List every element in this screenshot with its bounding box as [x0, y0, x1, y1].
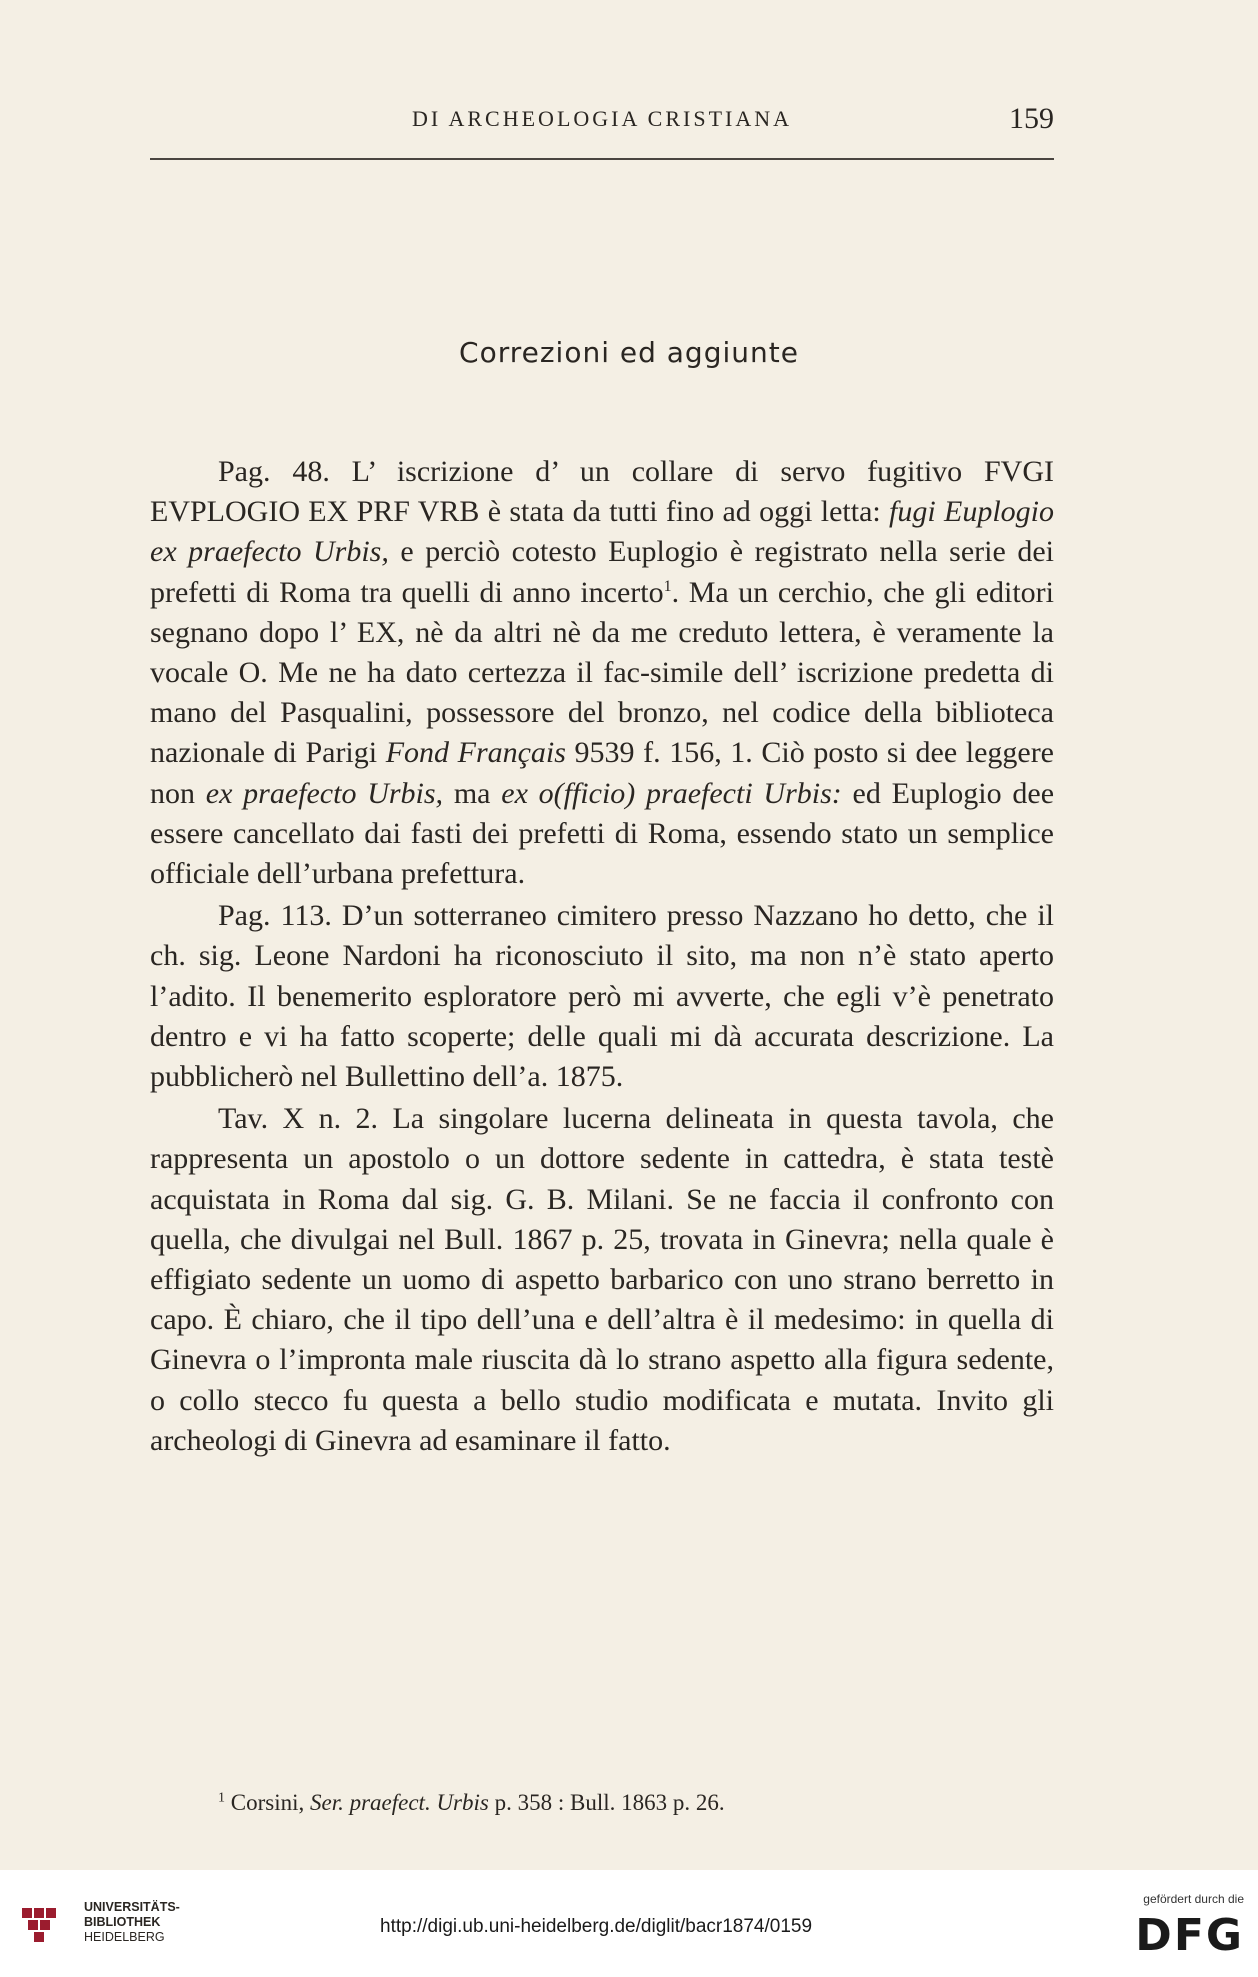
text-run: ed Euplogio dee essere cancellato dai fasti dei prefetti di Roma, essendo stato un semplice officiale dell’urbana prefettura.	[150, 776, 1055, 891]
funded-by-label: gefördert durch die	[1143, 1892, 1244, 1906]
text-run: ma	[443, 776, 502, 810]
running-header	[150, 102, 1054, 142]
footnote-mark: 1	[218, 1790, 225, 1806]
dfg-logo[interactable]: DFG	[1135, 1910, 1244, 1961]
italic-run: fugi Euplogio ex praefecto Urbis,	[150, 495, 1054, 569]
paragraph-1	[150, 452, 1054, 894]
section-title: Correzioni ed aggiunte	[459, 336, 799, 369]
text-run: e perciò cotesto Euplogio è registrato nella serie dei prefetti di Roma tra quelli di anno incerto	[150, 535, 1054, 609]
body-text	[150, 452, 1054, 1461]
university-library-logo-icon[interactable]	[16, 1900, 76, 1950]
paragraph-2: Pag. 113. D’un sotterraneo cimitero presso Nazzano ho detto, che il ch. sig. Leone Nardoni ha riconosciuto il sito, ma non n’è stato aperto l’adito. Il benemerito esploratore però mi avverte, che egli v’è penetrato dentro e vi ha fatto scoperte; delle quali mi dà accurata descrizione. La pubblicherò nel Bullettino dell’a. 1875.	[150, 899, 1054, 1094]
footnote-mark: 1	[663, 577, 672, 595]
library-name-line: HEIDELBERG	[84, 1930, 165, 1944]
page-number: 159	[1009, 102, 1054, 135]
paragraph-3: Tav. X n. 2. La singolare lucerna delineata in questa tavola, che rappresenta un apostolo o un dottore sedente in cattedra, è stata testè acquistata in Roma dal sig. G. B. Milani. Se ne faccia il confronto con quella, che divulgai nel Bull. 1867 p. 25, trovata in Ginevra; nella quale è effigiato sedente un uomo di aspetto barbarico con uno strano berretto in capo. È chiaro, che il tipo dell’una e dell’altra è il medesimo: in quella di Ginevra o l’impronta male riuscita dà lo strano aspetto alla figura sedente, o collo stecco fu questa a bello studio modificata e mutata. Invito gli archeologi di Ginevra ad esaminare il fatto.	[150, 1102, 1054, 1457]
library-name	[84, 1900, 180, 1945]
italic-run: Fond Français	[385, 736, 566, 770]
italic-run: ex praefecto Urbis,	[205, 776, 444, 810]
footnote	[218, 1790, 1058, 1816]
italic-run: Ser. praefect. Urbis	[309, 1790, 489, 1815]
digitization-footer	[0, 1870, 1258, 1977]
source-url-link[interactable]: http://digi.ub.uni-heidelberg.de/diglit/bacr1874/0159	[380, 1916, 813, 1937]
text-run: Corsini,	[225, 1790, 310, 1815]
text-run: p. 358 : Bull. 1863 p. 26.	[488, 1790, 725, 1815]
text-run: 9539 f. 156, 1. Ciò posto si dee leggere non	[150, 736, 1054, 810]
library-name-line: UNIVERSITÄTS-	[84, 1900, 180, 1914]
text-run: . Ma un cerchio, che gli editori segnano dopo l’ EX, nè da altri nè da me creduto lettera, è veramente la vocale O. Me ne ha dato certezza il fac-simile dell’ iscrizione predetta di mano del Pasqualini, possessore del bronzo, nel codice della biblioteca nazionale di Parigi	[150, 575, 1055, 770]
library-name-line: BIBLIOTHEK	[84, 1915, 161, 1929]
text-run: Pag. 48. L’ iscrizione d’ un collare di servo fugitivo FVGI EVPLOGIO EX PRF VRB è stata da tutti fino ad oggi letta:	[150, 455, 1054, 529]
running-title: DI ARCHEOLOGIA CRISTIANA	[412, 106, 792, 131]
italic-run: ex o(fficio) praefecti Urbis:	[501, 776, 842, 810]
header-rule	[150, 158, 1054, 160]
